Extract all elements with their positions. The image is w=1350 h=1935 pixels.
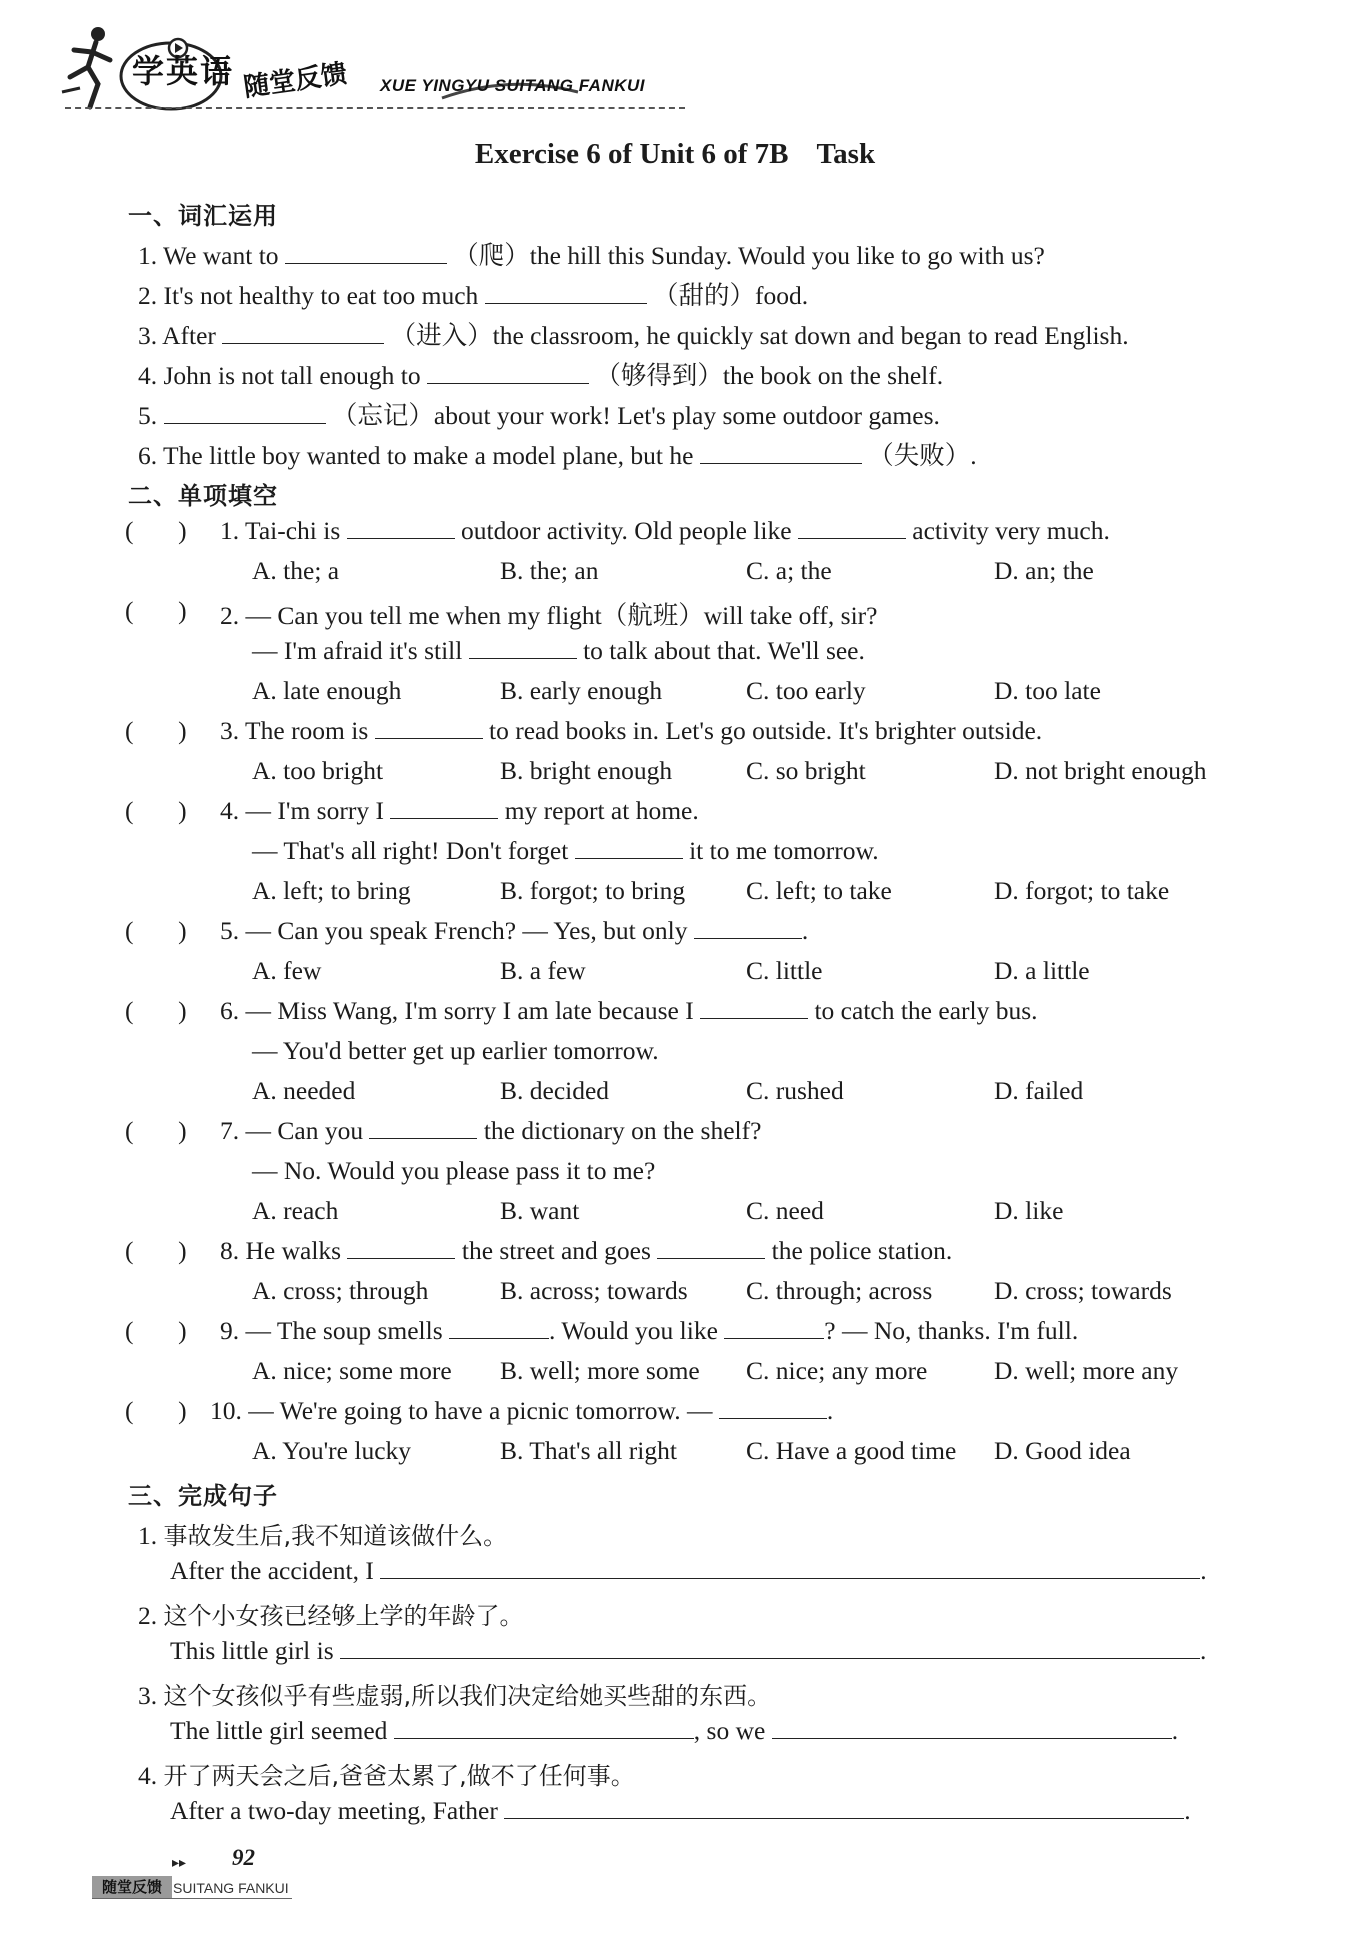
item-number: 1.: [138, 1521, 158, 1550]
mc-question-line: — You'd better get up earlier tomorrow.: [252, 1036, 659, 1065]
translation-answer: [170, 1796, 1191, 1826]
item-text: The little boy wanted to make a model plane, but he: [163, 441, 694, 470]
option-b: B. the; an: [500, 556, 599, 585]
chinese-sentence: 这个小女孩已经够上学的年龄了。: [163, 1602, 524, 1630]
section-heading: 三、完成句子: [128, 1482, 278, 1510]
item-number: 3.: [138, 321, 158, 350]
answer-blank[interactable]: [394, 1718, 694, 1739]
option-d: D. a little: [994, 956, 1090, 985]
item-number: 6.: [220, 996, 240, 1025]
mc-question: [220, 596, 877, 632]
answer-blank[interactable]: [340, 1638, 1200, 1659]
option-a: A. needed: [252, 1076, 356, 1105]
brand-subtitle-cn: 随堂反馈: [241, 58, 349, 104]
chinese-sentence: 开了两天会之后,爸爸太累了,做不了任何事。: [163, 1762, 635, 1790]
answer-blank[interactable]: [285, 243, 447, 264]
option-d: D. too late: [994, 676, 1101, 705]
item-number: 6.: [138, 441, 158, 470]
option-d: D. not bright enough: [994, 756, 1207, 785]
answer-paren[interactable]: ( ): [125, 916, 187, 945]
item-number: 7.: [220, 1116, 240, 1145]
title-sub: Task: [816, 138, 876, 170]
item-number: 2.: [138, 281, 158, 310]
option-c: C. little: [746, 956, 823, 985]
item-number: 5.: [220, 916, 240, 945]
item-text: It's not healthy to eat too much: [163, 281, 479, 310]
header-divider: [65, 107, 685, 109]
translation-prompt: [138, 1676, 771, 1711]
question-text: the police station.: [771, 1236, 953, 1265]
question-text: — Miss Wang, I'm sorry I am late because I: [245, 996, 694, 1025]
item-number: 2.: [138, 1601, 158, 1630]
chinese-sentence: 这个女孩似乎有些虚弱,所以我们决定给她买些甜的东西。: [163, 1682, 772, 1710]
option-b: B. well; more some: [500, 1356, 700, 1385]
translation-prompt: [138, 1516, 507, 1551]
question-text: ? — No, thanks. I'm full.: [824, 1316, 1079, 1345]
question-text: to talk about that. We'll see.: [583, 636, 865, 665]
question-text: — We're going to have a picnic tomorrow. —: [248, 1396, 713, 1425]
answer-blank[interactable]: [485, 283, 647, 304]
answer-blank[interactable]: [369, 1118, 477, 1139]
question-text: He walks: [245, 1236, 342, 1265]
answer-blank[interactable]: [469, 638, 577, 659]
translation-answer: [170, 1636, 1206, 1666]
answer-blank[interactable]: [798, 518, 906, 539]
answer-paren[interactable]: ( ): [125, 796, 187, 825]
item-number: 4.: [220, 796, 240, 825]
option-d: D. well; more any: [994, 1356, 1179, 1385]
item-number: 3.: [138, 1681, 158, 1710]
question-text: the street and goes: [461, 1236, 651, 1265]
question-text: to read books in. Let's go outside. It's brighter outside.: [489, 716, 1043, 745]
answer-blank[interactable]: [375, 718, 483, 739]
question-text: . Would you like: [549, 1316, 718, 1345]
vocab-item: [138, 316, 1129, 352]
option-d: D. forgot; to take: [994, 876, 1170, 905]
translation-prompt: [138, 1596, 524, 1631]
option-b: B. forgot; to bring: [500, 876, 686, 905]
english-stem: The little girl seemed: [170, 1716, 388, 1745]
option-c: C. nice; any more: [746, 1356, 928, 1385]
title-main: Exercise 6 of Unit 6 of 7B: [474, 138, 789, 170]
option-a: A. cross; through: [252, 1276, 429, 1305]
option-a: A. late enough: [252, 676, 402, 705]
option-a: A. You're lucky: [252, 1436, 412, 1465]
option-c: C. rushed: [746, 1076, 844, 1105]
option-b: B. That's all right: [500, 1436, 677, 1465]
option-b: B. bright enough: [500, 756, 673, 785]
option-d: D. cross; towards: [994, 1276, 1172, 1305]
footer-divider: [92, 1898, 292, 1899]
item-number: 2.: [220, 601, 240, 630]
question-text: to catch the early bus.: [814, 996, 1038, 1025]
question-text: — The soup smells: [245, 1316, 443, 1345]
punctuation: .: [1200, 1556, 1207, 1585]
option-b: B. want: [500, 1196, 580, 1225]
question-text: .: [801, 916, 809, 945]
mc-question-line: [252, 836, 879, 866]
question-text: .: [826, 1396, 834, 1425]
answer-blank[interactable]: [694, 918, 802, 939]
option-b: B. decided: [500, 1076, 610, 1105]
answer-blank[interactable]: [724, 1318, 824, 1339]
answer-paren[interactable]: ( ): [125, 1316, 187, 1345]
mc-question: [220, 716, 1042, 746]
mc-question: [220, 1316, 1078, 1346]
punctuation: .: [1171, 1716, 1179, 1745]
question-text: activity very much.: [912, 516, 1110, 545]
item-number: 8.: [220, 1236, 240, 1265]
double-arrow-icon: ▸▸: [172, 1855, 187, 1871]
vocab-item: [138, 436, 977, 472]
item-text: （甜的）food.: [653, 281, 809, 310]
option-c: C. need: [746, 1196, 824, 1225]
footer-brand: SUITANG FANKUI: [173, 1880, 289, 1896]
item-number: 5.: [138, 401, 158, 430]
english-stem: After a two-day meeting, Father: [170, 1796, 498, 1825]
mc-question-line: [252, 636, 865, 666]
answer-paren[interactable]: ( ): [125, 1396, 187, 1425]
question-text: — I'm sorry I: [245, 796, 384, 825]
option-a: A. too bright: [252, 756, 384, 785]
mc-question: [220, 516, 1110, 546]
vocab-item: [138, 276, 808, 312]
footer-tag: 随堂反馈: [92, 1876, 172, 1898]
option-d: D. an; the: [994, 556, 1094, 585]
item-text: （爬）the hill this Sunday. Would you like to go with us?: [453, 241, 1045, 270]
english-stem: This little girl is: [170, 1636, 334, 1665]
answer-blank[interactable]: [380, 1558, 1200, 1579]
mc-question: [210, 1396, 833, 1426]
option-a: A. the; a: [252, 556, 340, 585]
translation-answer: [170, 1716, 1178, 1746]
translation-prompt: [138, 1756, 635, 1791]
answer-paren[interactable]: ( ): [125, 1116, 187, 1145]
question-text: outdoor activity. Old people like: [461, 516, 792, 545]
option-c: C. left; to take: [746, 876, 892, 905]
option-c: C. Have a good time: [746, 1436, 957, 1465]
page-title: [0, 138, 1350, 171]
translation-answer: [170, 1556, 1207, 1586]
mc-question-line: — No. Would you please pass it to me?: [252, 1156, 656, 1185]
english-stem: , so we: [693, 1716, 766, 1745]
answer-paren[interactable]: ( ): [125, 1236, 187, 1265]
option-d: D. failed: [994, 1076, 1084, 1105]
item-text: （忘记）about your work! Let's play some outdoor games.: [331, 401, 940, 430]
brand-title-en: XUE YINGYU SUITANG FANKUI: [380, 76, 646, 95]
answer-blank[interactable]: [575, 838, 683, 859]
option-c: C. through; across: [746, 1276, 933, 1305]
answer-paren[interactable]: ( ): [125, 596, 187, 625]
vocab-item: [138, 396, 940, 432]
item-text: （失败）.: [868, 441, 977, 470]
answer-blank[interactable]: [700, 998, 808, 1019]
answer-paren[interactable]: ( ): [125, 716, 187, 745]
question-text: — Can you: [245, 1116, 364, 1145]
question-text: — I'm afraid it's still: [252, 636, 463, 665]
item-number: 1.: [220, 516, 240, 545]
question-text: the dictionary on the shelf?: [483, 1116, 762, 1145]
answer-blank[interactable]: [449, 1318, 549, 1339]
page-number: 92: [232, 1845, 255, 1870]
section-heading: 二、单项填空: [128, 482, 278, 510]
option-d: D. like: [994, 1196, 1064, 1225]
mc-question: [220, 796, 699, 826]
vocab-item: [138, 236, 1045, 272]
option-c: C. too early: [746, 676, 866, 705]
mc-question: [220, 996, 1038, 1026]
mc-question: [220, 916, 808, 946]
item-text: After: [162, 321, 216, 350]
question-text: — Can you tell me when my flight（航班）will take off, sir?: [245, 601, 878, 630]
mc-question: [220, 1116, 761, 1146]
mc-question: [220, 1236, 952, 1266]
answer-blank[interactable]: [347, 1238, 455, 1259]
brand-title-cn: 学英语: [132, 52, 235, 90]
question-text: — Can you speak French? — Yes, but only: [245, 916, 688, 945]
item-number: 9.: [220, 1316, 240, 1345]
item-text: （够得到）the book on the shelf.: [595, 361, 944, 390]
answer-blank[interactable]: [719, 1398, 827, 1419]
item-text: （进入）the classroom, he quickly sat down and began to read English.: [390, 321, 1129, 350]
option-c: C. a; the: [746, 556, 832, 585]
item-number: 4.: [138, 1761, 158, 1790]
option-c: C. so bright: [746, 756, 866, 785]
answer-blank[interactable]: [772, 1718, 1172, 1739]
item-number: 4.: [138, 361, 158, 390]
option-b: B. across; towards: [500, 1276, 688, 1305]
question-text: — That's all right! Don't forget: [252, 836, 569, 865]
question-text: The room is: [245, 716, 369, 745]
chinese-sentence: 事故发生后,我不知道该做什么。: [163, 1522, 508, 1550]
punctuation: .: [1184, 1796, 1191, 1825]
english-stem: After the accident, I: [170, 1556, 374, 1585]
item-number: 1.: [138, 241, 158, 270]
answer-blank[interactable]: [700, 443, 862, 464]
option-b: B. a few: [500, 956, 586, 985]
vocab-item: [138, 356, 943, 392]
option-d: D. Good idea: [994, 1436, 1131, 1465]
option-a: A. reach: [252, 1196, 339, 1225]
item-text: John is not tall enough to: [163, 361, 421, 390]
option-a: A. left; to bring: [252, 876, 411, 905]
item-text: We want to: [163, 241, 279, 270]
answer-blank[interactable]: [222, 323, 384, 344]
answer-blank[interactable]: [504, 1798, 1184, 1819]
question-text: it to me tomorrow.: [689, 836, 879, 865]
answer-paren[interactable]: ( ): [125, 996, 187, 1025]
answer-blank[interactable]: [164, 403, 326, 424]
answer-blank[interactable]: [390, 798, 498, 819]
section-heading: 一、词汇运用: [128, 202, 278, 230]
question-text: my report at home.: [504, 796, 699, 825]
option-a: A. few: [252, 956, 322, 985]
item-number: 10.: [210, 1396, 242, 1425]
header: [60, 14, 680, 114]
question-text: Tai-chi is: [245, 516, 341, 545]
option-b: B. early enough: [500, 676, 663, 705]
answer-blank[interactable]: [347, 518, 455, 539]
answer-blank[interactable]: [657, 1238, 765, 1259]
item-number: 3.: [220, 716, 240, 745]
option-a: A. nice; some more: [252, 1356, 452, 1385]
answer-paren[interactable]: ( ): [125, 516, 187, 545]
punctuation: .: [1200, 1636, 1207, 1665]
answer-blank[interactable]: [427, 363, 589, 384]
